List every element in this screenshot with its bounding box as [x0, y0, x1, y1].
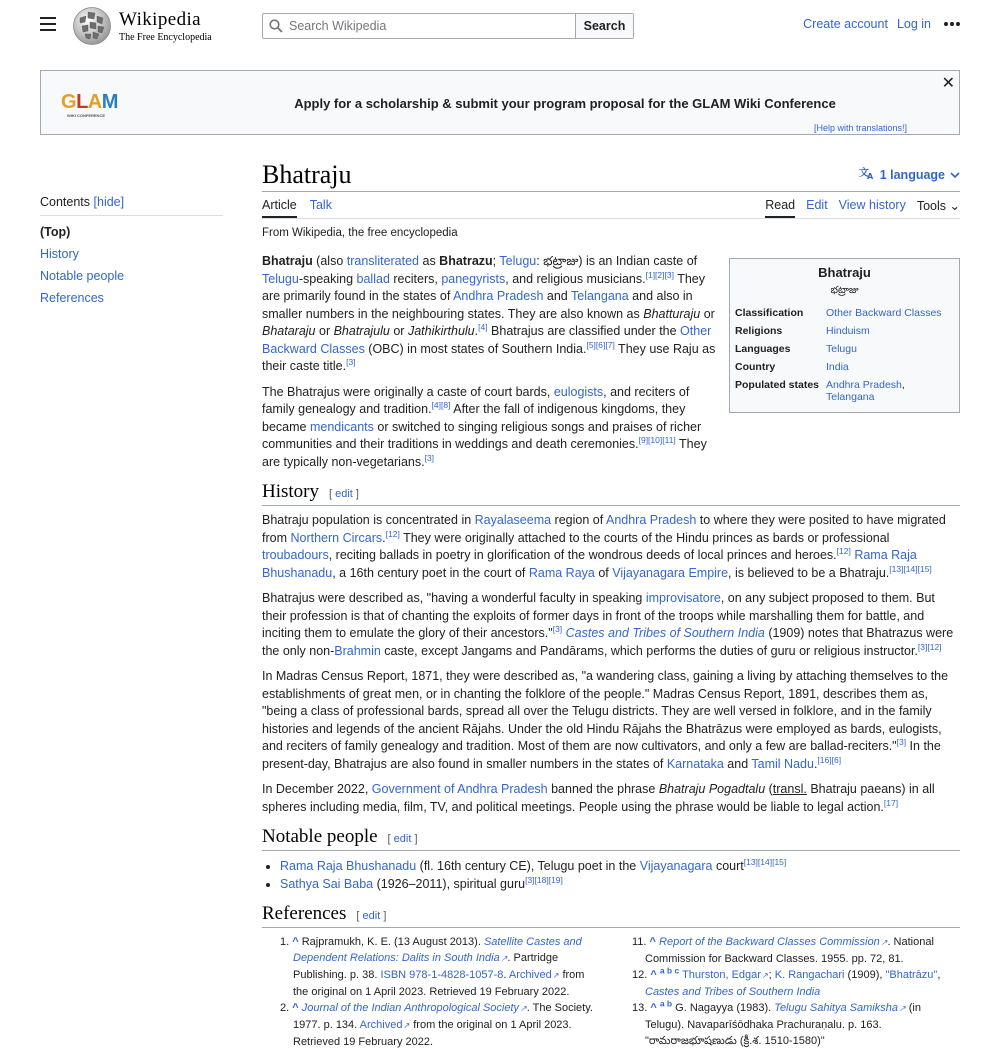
lead-paragraph-1: Bhatraju (also transliterated as Bhatrazu; Telugu: భట్రాజు) is an Indian caste of Telugu-speaking ballad reciters, panegyrists, and religious musicians.[1][2][3] They are primarily found in the states of Andhra Pradesh and Telangana and also in smaller numbers in the neighbouring states. They are also known as Bhatturaju or Bhataraju or Bhatrajulu or Jathikirthulu.[4] Bhatrajus are classified under the Other Backward Classes (OBC) in most states of Southern India.[5][6][7] They use Raju as their caste title.[3]: [262, 254, 716, 373]
infobox-label: Classification: [735, 307, 804, 319]
search-button[interactable]: Search: [575, 14, 633, 38]
site-subtitle: From Wikipedia, the free encyclopedia: [262, 227, 458, 239]
infobox-link[interactable]: Hinduism: [826, 325, 870, 337]
log-in-link[interactable]: Log in: [896, 17, 931, 31]
history-paragraph-3: In Madras Census Report, 1871, they were described as, "a wandering class, gaining a living by attaching themselves to the establishments of great men, or in chanting the folklore of the people." Madras Census Report, 1891, describes them as, "being a class of professional bards, spread all over the Telugu districts. They are well versed in folklore, and in the family histories and legends of the ancient Rājahs. Under the old Hindu Rājahs the Bhatrāzus were employed as bards, eulogists, and reciters of family genealogy and tradition. Most of them are now cultivators, and only a few are ballad-reciters."[3] In the present-day, Bhatrajus are also found in smaller numbers in the states of Karnataka and Tamil Nadu.[16][6]: [262, 669, 949, 771]
toc-item-notable-people[interactable]: Notable people: [40, 269, 125, 283]
infobox-row: Populated states Andhra Pradesh, Telangana: [735, 376, 954, 406]
close-icon[interactable]: ✕: [941, 75, 955, 92]
history-paragraph-1: Bhatraju population is concentrated in Rayalaseema region of Andhra Pradesh to where they were posited to have migrated from Northern Circars.[12] They were originally attached to the courts of the Hindu princes as bards or professional troubadours, reciting ballads in poetry in glorification of the wondrous deeds of local princes and heroes.[12] Rama Raja Bhushanadu, a 16th century poet in the court of Rama Raya of Vijayanagara Empire, is believed to be a Bhatraju.[13][14][15]: [262, 513, 946, 580]
translate-icon: [859, 166, 875, 183]
glam-logo-letter: G: [61, 91, 77, 113]
person-description: (1926–2011), spiritual guru: [373, 877, 526, 891]
toc-item-references[interactable]: References: [40, 291, 104, 305]
search-input[interactable]: [289, 14, 575, 38]
infobox-row: [735, 340, 954, 358]
infobox-row: [735, 304, 954, 322]
list-item: [280, 875, 960, 893]
wikipedia-globe-logo[interactable]: [72, 6, 112, 46]
infobox-link[interactable]: Telangana: [826, 391, 875, 403]
tab-edit[interactable]: Edit: [806, 198, 828, 212]
notable-people-list: [280, 857, 960, 893]
toc-heading: Contents: [40, 195, 91, 209]
search-box: [262, 13, 634, 39]
citation[interactable]: [13][14][15]: [743, 856, 787, 867]
citation[interactable]: [3][18][19]: [525, 874, 563, 885]
infobox-label: Languages: [735, 343, 791, 355]
references-heading-text: References: [262, 903, 347, 924]
edit-link[interactable]: edit: [335, 488, 353, 500]
reference-item: 11. ^ Report of the Backward Classes Commission ↗ . National Commission for Backward Classes. 1955. pp. 72, 81.: [632, 934, 945, 967]
edit-section-link[interactable]: [ edit ]: [329, 488, 359, 500]
infobox-link[interactable]: Andhra Pradesh: [826, 379, 902, 391]
reference-item: 1. ^ Rajpramukh, K. E. (13 August 2013). Satellite Castes and Dependent Relations: Dalits in South India ↗ . Partridge Publishing. p. 38. ISBN 978-1-4828-1057-8. Archived ↗ from the original on 1 April 2023. Retrieved 19 February 2022.: [280, 934, 602, 1000]
tools-label: Tools: [916, 199, 947, 213]
glam-logo-letter: L: [76, 91, 88, 113]
history-paragraph-2: Bhatrajus were described as, "having a wonderful faculty in speaking improvisatore, on any subject proposed to them. But their profession is that of chanting the exploits of former days in front of the troops while marshalling them for battle, and inciting them to emulate the glory of their ancestors."[3] Castes and Tribes of Southern India (1909) notes that Bhatrazus were the only non-Brahmin caste, except Jangams and Pandārams, which performs the duties of guru or religious instructor.[3][12]: [262, 591, 954, 658]
section-heading-references: [262, 903, 960, 928]
glam-logo-subtext: WIKI CONFERENCE: [67, 113, 105, 118]
toc-item-history[interactable]: History: [40, 247, 79, 261]
notable-heading-text: Notable people: [262, 826, 378, 847]
language-count: 1 language: [879, 167, 945, 182]
infobox-native-name: భట్రాజు: [830, 285, 859, 296]
infobox-link[interactable]: Other Backward Classes: [826, 307, 942, 319]
tab-talk[interactable]: Talk: [309, 198, 332, 212]
search-icon: [263, 14, 289, 38]
wikipedia-wordmark[interactable]: [119, 9, 212, 43]
table-of-contents: [40, 195, 223, 309]
infobox-label: Country: [735, 361, 776, 373]
person-description-tail: court: [712, 859, 744, 873]
svg-text:文: 文: [858, 168, 869, 179]
chevron-down-icon: ⌄: [949, 199, 960, 213]
personal-tools: [803, 17, 960, 31]
infobox-link[interactable]: Telugu: [826, 343, 857, 355]
article-content: [262, 160, 960, 1050]
language-button[interactable]: [859, 166, 960, 183]
tab-view-history[interactable]: View history: [838, 198, 906, 212]
edit-section-link[interactable]: [ edit ]: [356, 910, 387, 922]
toc-title: [40, 195, 223, 216]
history-heading-text: History: [262, 481, 319, 502]
section-heading-notable-people: [262, 826, 960, 851]
references-list: [262, 934, 960, 1050]
toc-item-top[interactable]: (Top): [40, 225, 71, 239]
reference-item: 2. ^ Journal of the Indian Anthropological Society ↗ . The Society. 1977. p. 134. Archived ↗ from the original on 1 April 2023. Retrieved 19 February 2022.: [280, 1000, 602, 1050]
place-link[interactable]: Vijayanagara: [639, 859, 713, 873]
banner-message[interactable]: Apply for a scholarship & submit your program proposal for the GLAM Wiki Conference: [294, 96, 836, 111]
tools-menu[interactable]: [917, 198, 960, 218]
glam-logo-letter: M: [101, 91, 118, 113]
more-options-icon[interactable]: [944, 22, 960, 26]
infobox-title: Bhatraju: [818, 265, 871, 280]
logo-subtitle: The Free Encyclopedia: [119, 32, 212, 43]
section-heading-history: [262, 481, 960, 506]
edit-section-link[interactable]: [ edit ]: [387, 833, 418, 845]
infobox: [729, 258, 960, 413]
edit-link[interactable]: edit: [362, 910, 381, 922]
logo-title: Wikipedia: [119, 9, 201, 30]
tab-read[interactable]: Read: [765, 198, 795, 218]
list-item: [280, 857, 960, 875]
person-description: (fl. 16th century CE), Telugu poet in the: [416, 859, 640, 873]
infobox-label: Populated states: [735, 379, 820, 391]
page-title: Bhatraju: [262, 160, 352, 189]
lead-paragraph-2: The Bhatrajus were originally a caste of court bards, eulogists, and reciters of family genealogy and tradition.[4][8] After the fall of indigenous kingdoms, they became mendicants or switched to singing religious songs and praises of richer communities and their traditions in weddings and death ceremonies.[9][10][11] They are typically non-vegetarians.[3]: [262, 384, 707, 469]
infobox-label: Religions: [735, 325, 783, 337]
infobox-row: [735, 358, 954, 376]
chevron-down-icon: [950, 168, 960, 182]
help-translations-link[interactable]: [Help with translations!]: [813, 123, 907, 133]
central-notice-banner: [40, 70, 960, 135]
reference-item: 13. ^ $^{a b}$ G. Nagayya (1983). Telugu Sahitya Samiksha ↗ (in Telugu). Navaparīśōdhaka Prachuraṇalu. p. 163. "రామరాజభూషణుడు (క్రీ.శ. 1510-1580)": [632, 1000, 945, 1049]
person-link[interactable]: Sathya Sai Baba: [280, 877, 374, 891]
svg-text:A: A: [866, 172, 873, 181]
create-account-link[interactable]: Create account: [803, 17, 888, 31]
infobox-link[interactable]: India: [826, 361, 849, 373]
history-paragraph-4: In December 2022, Government of Andhra Pradesh banned the phrase Bhatraju Pogadtalu (transl. Bhatraju paeans) in all spheres including media, film, TV, and political meetings. People using the phrase would be liable to legal action.[17]: [262, 782, 935, 814]
toc-hide-button[interactable]: [hide]: [93, 195, 125, 209]
infobox-row: [735, 322, 954, 340]
tab-article[interactable]: Article: [262, 198, 297, 218]
reference-item: 12. ^ $^{a b c}$ Thurston, Edgar ↗ ; K. Rangachari (1909), "Bhatrāzu", Castes and Tribes of Southern India: [632, 967, 945, 1000]
main-menu-button[interactable]: [40, 17, 56, 31]
glam-logo-letter: A: [87, 91, 102, 113]
person-link[interactable]: Rama Raja Bhushanadu: [280, 859, 417, 873]
page-tabs: [262, 191, 960, 219]
edit-link[interactable]: edit: [393, 833, 412, 845]
